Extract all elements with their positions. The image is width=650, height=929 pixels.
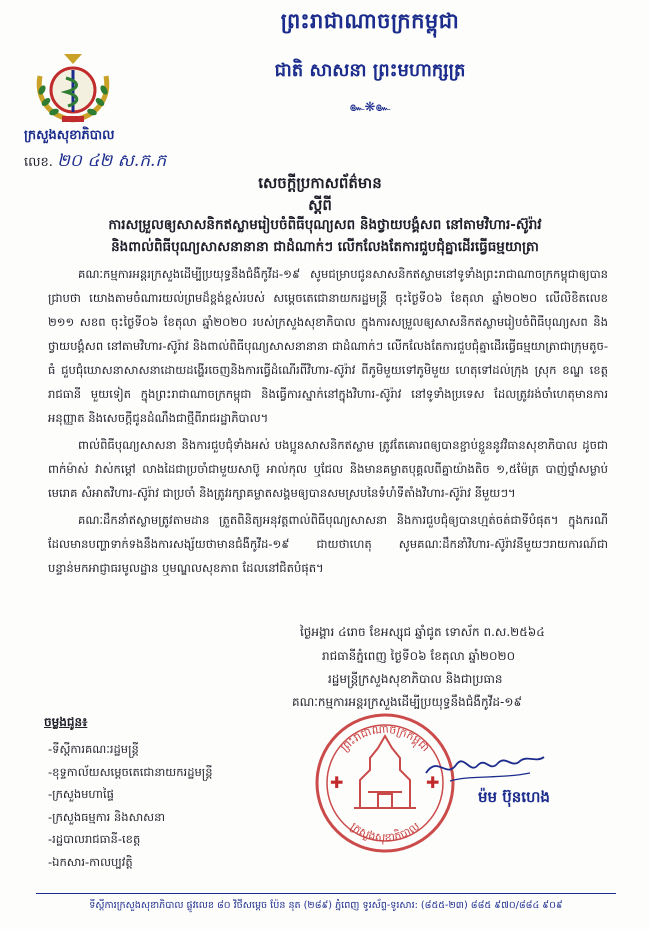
kingdom-heading: ព្រះរាជាណាចក្រកម្ពុជា bbox=[280, 9, 460, 33]
body-paragraph-3: គណៈដឹកនាំឥស្លាមត្រូវតាមដាន ត្រួតពិនិត្យអនុវត្តពាល់ពិធីបុណ្យសាសនា និងការជួបជុំឲ្យបានហ្មត់ចត់ជាទីបំផុត។ ក្នុងករណីដែលមានបញ្ហាទាក់ទងនឹងការសង្ស័យថាមានជំងឺកូវីដ-១៩ ជាយថាហេតុ សូមគណៈដឹកនាំវិហារ-ស៊ូរ៉ាវនីមួយៗរាយការណ៍ជាបន្ទាន់មកអាជ្ញាធរមូលដ្ឋាន ឬមណ្ឌលសុខភាព ដែលនៅជិតបំផុត។ bbox=[48, 513, 608, 575]
svg-text:ព្រះរាជាណាចក្រកម្ពុជា bbox=[338, 722, 432, 754]
document-title: សេចក្តីប្រកាសព័ត៌មាន bbox=[258, 174, 382, 192]
document-about-label: ស្តីពី bbox=[308, 196, 332, 214]
reference-prefix: លេខ. bbox=[24, 155, 53, 170]
ornament-divider: ๛❋๛ bbox=[349, 100, 391, 115]
ministry-name: ក្រសួងសុខាភិបាល bbox=[24, 128, 115, 143]
body-paragraph-1: គណៈកម្មការអន្តរក្រសួងដើម្បីប្រយុទ្ធនឹងជំងឺកូវីដ-១៩ សូមជម្រាបជូនសាសនិកឥស្លាមនៅទូទាំងព្រះរាជាណាចក្រកម្ពុជាឲ្យបានជ្រាបថា យោងតាមចំណារយល់ព្រមដ៏ខ្ពង់ខ្ពស់របស់ សម្តេចតេជោនាយករដ្ឋមន្ត្រី ចុះថ្ងៃទី០៦ ខែតុលា ឆ្នាំ២០២០ លើលិខិតលេខ ២១១ សខព ចុះថ្ងៃទី០៦ ខែតុលា ឆ្នាំ២០២០ របស់ក្រសួងសុខាភិបាល ក្នុងការសម្រួលឲ្យសាសនិកឥស្លាមរៀបចំពិធីបុណ្យសព និងថ្វាយបង្គំសព នៅតាមវិហារ-ស៊ូរ៉ាវ និងពាល់ពិធីបុណ្យសាសនានានា ជាដំណាក់ៗ លើកលែងតែការជួបជុំគ្នាដើរធ្វើធម្មយាត្រាជាក្រុមតូច-ធំ ជួបជុំឃោសនាសាសនាដោយដង្ហើរចេញនិងការធ្វើដំណើរពីវិហារ-ស៊ូរ៉ាវ ពីភូមិមួយទៅភូមិមួយ ហេតុទៅដល់ក្រុង ស្រុក ខណ្ឌ ខេត្ត រាជធានី មួយទៀត ក្នុងព្រះរាជាណាចក្រកម្ពុជា និងធ្វើការស្នាក់នៅក្នុងវិហារ-ស៊ូរ៉ាវ នៅទូទាំងប្រទេស ដែលត្រូវរង់ចាំហេតុមានការអនុញ្ញាត និងសេចក្តីជូនដំណឹងជាថ្មីពីរាជរដ្ឋាភិបាល។ bbox=[48, 267, 608, 425]
recipient-item: -ក្រសួងមហាផ្ទៃ bbox=[48, 787, 114, 801]
recipient-item: -រដ្ឋបាលរាជធានី-ខេត្ត bbox=[48, 832, 141, 846]
reference-number bbox=[24, 150, 224, 175]
signer-title: រដ្ឋមន្ត្រីក្រសួងសុខាភិបាល និងជាប្រធាន bbox=[328, 672, 503, 686]
recipient-item: -ក្រសួងធម្មការ និងសាសនា bbox=[48, 809, 166, 824]
national-motto: ជាតិ សាសនា ព្រះមហាក្សត្រ bbox=[274, 60, 466, 81]
recipient-item: -ទីស្តីការគណៈរដ្ឋមន្ត្រី bbox=[48, 742, 139, 756]
committee-name: គណៈកម្មការអន្តរក្រសួងដើម្បីប្រយុទ្ធនឹងជំងឺកូវីដ-១៩ bbox=[292, 695, 522, 709]
reference-value: ២០ ៤២ ស.ក.ក bbox=[57, 151, 167, 171]
solar-date: រាជធានីភ្នំពេញ ថ្ងៃទី០៦ ខែតុលា ឆ្នាំ២០២០ bbox=[322, 649, 516, 663]
subject-line-1: ការសម្រួលឲ្យសាសនិកឥស្លាមរៀបចំពិធីបុណ្យសព និងថ្វាយបង្គំសព នៅតាមវិហារ-ស៊ូរ៉ាវ bbox=[108, 217, 542, 233]
subject-line-2: និងពាល់ពិធីបុណ្យសាសនានានា ជាដំណាក់ៗ លើកលែងតែការជួបជុំគ្នាដើរធ្វើធម្មយាត្រា bbox=[111, 239, 539, 255]
seal-bottom-text: ក្រសួងសុខាភិបាល bbox=[347, 819, 423, 845]
document-body bbox=[48, 262, 608, 583]
copy-to-label: ចម្លងជូន៖ bbox=[44, 715, 88, 729]
ministry-emblem-icon bbox=[28, 50, 118, 128]
recipient-item: -ឯកសារ-កាលប្បវត្តិ bbox=[48, 854, 133, 869]
recipient-list bbox=[48, 738, 308, 873]
document-subject bbox=[40, 214, 610, 258]
recipient-item: -ខុទ្ទកាល័យសម្តេចតេជោនាយករដ្ឋមន្ត្រី bbox=[48, 764, 213, 779]
svg-text:✚: ✚ bbox=[330, 773, 344, 792]
svg-text:ក្រសួងសុខាភិបាល bbox=[348, 820, 422, 845]
svg-text:✚: ✚ bbox=[426, 773, 440, 792]
lunar-date: ថ្ងៃអង្គារ ៤រោច ខែអស្សុជ ឆ្នាំជូត ទោស័ក ព.ស.២៥៦៤ bbox=[300, 625, 545, 639]
body-paragraph-2: ពាល់ពិធីបុណ្យសាសនា និងការជួបជុំទាំងអស់ បងប្អូនសាសនិកឥស្លាម ត្រូវតែគោរពឲ្យបានខ្ជាប់ខ្ជួននូវវិធានសុខាភិបាល ដូចជា ពាក់ម៉ាស់ វាស់កម្តៅ លាងដៃជាប្រចាំជាមួយសាប៊ូ អាល់កុល ឬជែល និងមានគម្លាតបុគ្គលពីគ្នាយ៉ាងតិច ១,៥ម៉ែត្រ បាញ់ថ្នាំសម្លាប់មេរោគ សំអាតវិហារ-ស៊ូរ៉ាវ ជាប្រចាំ និងត្រូវរក្សាគម្លាតសង្គមឲ្យបានសមស្របនៃទំហំទីតាំងវិហារ-ស៊ូរ៉ាវ នីមួយៗ។ bbox=[48, 438, 608, 500]
signer-name: ម៉ម ប៊ុនហេង bbox=[478, 788, 550, 806]
seal-top-text: ព្រះរាជាណាចក្រកម្ពុជា bbox=[338, 722, 433, 755]
footer-address: ទីស្តីការក្រសួងសុខាភិបាល ផ្លូវលេខ ៨០ វិថីសម្តេច ប៉ែន នុត (២៨៩) ភ្នំពេញ ទូរស័ព្ទ-ទូរសារ: (៨៥៥-២៣) ៨៨៥ ៩៧០/៨៨៤ ៩០៩ bbox=[89, 900, 563, 911]
handwritten-signature-icon bbox=[420, 735, 550, 795]
footer-divider bbox=[36, 893, 616, 894]
